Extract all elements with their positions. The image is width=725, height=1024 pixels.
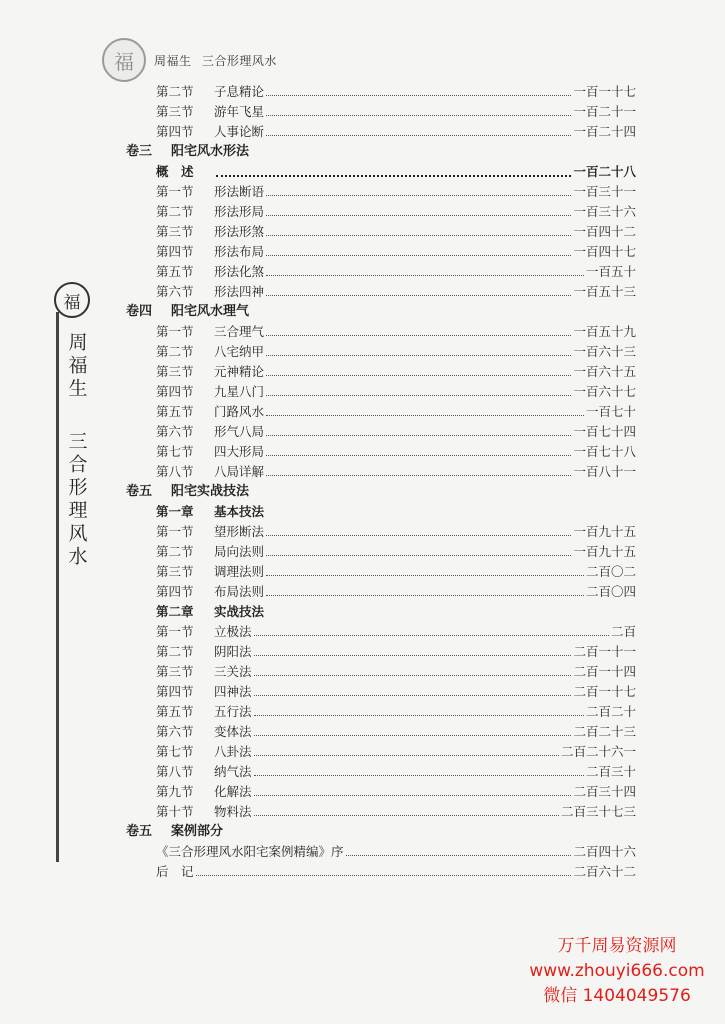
leader-dots xyxy=(266,114,571,116)
leader-dots xyxy=(254,654,572,656)
entry-title: 五行法 xyxy=(214,704,252,719)
entry-section: 第五节 xyxy=(156,404,194,419)
entry-page: 二百 xyxy=(610,624,636,639)
entry-page: 二百三十七三 xyxy=(560,804,636,819)
entry-title: 八卦法 xyxy=(214,744,252,759)
leader-dots xyxy=(254,814,559,816)
entry-section: 第四节 xyxy=(156,384,194,399)
entry-page: 一百五十九 xyxy=(573,324,636,339)
toc-entry xyxy=(126,322,636,342)
entry-section: 第三节 xyxy=(156,364,194,379)
toc-volume-heading xyxy=(126,142,636,162)
entry-section: 概 述 xyxy=(156,164,194,179)
toc-entry xyxy=(126,662,636,682)
leader-dots xyxy=(266,134,571,136)
entry-page: 二百一十七 xyxy=(573,684,636,699)
entry-page: 二百〇二 xyxy=(585,564,636,579)
leader-dots xyxy=(266,454,571,456)
toc-chapter-heading xyxy=(126,502,636,522)
side-vertical-rule xyxy=(56,312,59,862)
entry-section: 第三节 xyxy=(156,104,194,119)
header-author: 周福生 xyxy=(154,53,192,68)
entry-section: 第六节 xyxy=(156,724,194,739)
entry-section: 第八节 xyxy=(156,464,194,479)
entry-section: 第五节 xyxy=(156,704,194,719)
entry-title: 布局法则 xyxy=(214,584,265,599)
entry-page: 二百三十 xyxy=(585,764,636,779)
entry-section: 第一节 xyxy=(156,624,194,639)
entry-title: 八宅纳甲 xyxy=(214,344,265,359)
toc-entry xyxy=(126,262,636,282)
leader-dots xyxy=(254,734,572,736)
leader-dots xyxy=(266,274,584,276)
entry-page: 一百七十四 xyxy=(573,424,636,439)
leader-dots xyxy=(266,214,571,216)
leader-dots xyxy=(266,194,571,196)
watermark-site-name: 万千周易资源网 xyxy=(557,936,677,956)
leader-dots xyxy=(266,354,571,356)
entry-title: 调理法则 xyxy=(214,564,265,579)
entry-page: 一百七十 xyxy=(585,404,636,419)
toc-entry xyxy=(126,842,636,862)
toc-entry xyxy=(126,802,636,822)
side-author: 周福生 xyxy=(65,332,88,401)
toc-entry xyxy=(126,102,636,122)
entry-section: 第四节 xyxy=(156,244,194,259)
watermark xyxy=(517,934,717,1009)
page-header xyxy=(102,38,283,82)
entry-page: 二百一十一 xyxy=(573,644,636,659)
entry-page: 一百八十一 xyxy=(573,464,636,479)
entry-section: 第三节 xyxy=(156,224,194,239)
entry-section: 第二节 xyxy=(156,644,194,659)
entry-section: 第一节 xyxy=(156,184,194,199)
entry-title: 纳气法 xyxy=(214,764,252,779)
leader-dots xyxy=(254,774,584,776)
entry-section: 第二节 xyxy=(156,344,194,359)
toc-entry xyxy=(126,722,636,742)
entry-section: 第四节 xyxy=(156,584,194,599)
toc-entry xyxy=(126,222,636,242)
entry-title: 九星八门 xyxy=(214,384,265,399)
entry-title: 四大形局 xyxy=(214,444,265,459)
toc-entry xyxy=(126,622,636,642)
entry-page: 二百六十二 xyxy=(573,864,636,879)
chapter-number: 第一章 xyxy=(156,504,194,519)
entry-page: 一百五十三 xyxy=(573,284,636,299)
entry-page: 二百四十六 xyxy=(573,844,636,859)
toc-chapter-heading xyxy=(126,602,636,622)
toc-entry xyxy=(126,242,636,262)
entry-section: 第七节 xyxy=(156,744,194,759)
entry-page: 一百五十 xyxy=(585,264,636,279)
entry-section: 第六节 xyxy=(156,424,194,439)
entry-page: 二百二十三 xyxy=(573,724,636,739)
entry-section: 第七节 xyxy=(156,444,194,459)
entry-title: 三关法 xyxy=(214,664,252,679)
entry-title: 阴阳法 xyxy=(214,644,252,659)
entry-section: 第十节 xyxy=(156,804,194,819)
leader-dots xyxy=(254,714,584,716)
entry-section: 第四节 xyxy=(156,684,194,699)
entry-title: 局向法则 xyxy=(214,544,265,559)
entry-title: 元神精论 xyxy=(214,364,265,379)
toc-entry xyxy=(126,642,636,662)
entry-title: 立极法 xyxy=(214,624,252,639)
running-title xyxy=(154,52,283,69)
leader-dots xyxy=(254,674,572,676)
entry-title: 八局详解 xyxy=(214,464,265,479)
leader-dots xyxy=(346,854,572,856)
entry-title: 望形断法 xyxy=(214,524,265,539)
entry-section: 第一节 xyxy=(156,524,194,539)
entry-page: 一百九十五 xyxy=(573,544,636,559)
entry-section: 第五节 xyxy=(156,264,194,279)
toc-entry xyxy=(126,702,636,722)
entry-page: 一百九十五 xyxy=(573,524,636,539)
toc-entry xyxy=(126,342,636,362)
volume-title: 阳宅风水理气 xyxy=(171,304,250,319)
toc-entry xyxy=(126,522,636,542)
fu-seal-logo: 福 xyxy=(102,38,146,82)
leader-dots xyxy=(266,394,571,396)
entry-title: 形法形煞 xyxy=(214,224,265,239)
entry-page: 一百二十一 xyxy=(573,104,636,119)
side-book-title: 三合形理风水 xyxy=(65,431,88,569)
entry-page: 一百三十一 xyxy=(573,184,636,199)
entry-section: 第九节 xyxy=(156,784,194,799)
entry-page: 一百一十七 xyxy=(573,84,636,99)
entry-title: 形法形局 xyxy=(214,204,265,219)
leader-dots xyxy=(266,554,571,556)
toc-entry xyxy=(126,562,636,582)
entry-title: 形法化煞 xyxy=(214,264,265,279)
entry-title: 形法断语 xyxy=(214,184,265,199)
leader-dots xyxy=(196,874,572,876)
leader-dots xyxy=(266,414,584,416)
entry-title: 后 记 xyxy=(156,864,194,879)
entry-section: 第二节 xyxy=(156,84,194,99)
entry-section: 第一节 xyxy=(156,324,194,339)
leader-dots xyxy=(254,794,572,796)
leader-dots xyxy=(266,434,571,436)
toc-entry xyxy=(126,362,636,382)
leader-dots xyxy=(266,474,571,476)
chapter-title: 实战技法 xyxy=(214,604,265,619)
entry-page: 一百六十七 xyxy=(573,384,636,399)
entry-title: 子息精论 xyxy=(214,84,265,99)
entry-title: 变体法 xyxy=(214,724,252,739)
leader-dots xyxy=(266,374,571,376)
toc-entry xyxy=(126,862,636,882)
leader-dots xyxy=(266,574,584,576)
toc-entry xyxy=(126,402,636,422)
entry-section: 第六节 xyxy=(156,284,194,299)
leader-dots xyxy=(266,334,571,336)
side-fu-seal: 福 xyxy=(54,282,90,318)
toc-entry xyxy=(126,202,636,222)
entry-section: 第八节 xyxy=(156,764,194,779)
entry-page: 一百二十四 xyxy=(573,124,636,139)
entry-page: 一百六十三 xyxy=(573,344,636,359)
leader-dots xyxy=(254,634,609,636)
toc-entry xyxy=(126,122,636,142)
toc-volume-heading xyxy=(126,822,636,842)
volume-number: 卷五 xyxy=(126,484,153,499)
leader-dots xyxy=(266,94,571,96)
toc-entry xyxy=(126,182,636,202)
volume-title: 阳宅风水形法 xyxy=(171,144,250,159)
toc-entry xyxy=(126,742,636,762)
entry-title: 形法四神 xyxy=(214,284,265,299)
volume-title: 案例部分 xyxy=(171,824,224,839)
leader-dots xyxy=(254,754,559,756)
entry-page: 一百七十八 xyxy=(573,444,636,459)
toc-entry xyxy=(126,442,636,462)
entry-title: 游年飞星 xyxy=(214,104,265,119)
toc-entry-overview xyxy=(126,162,636,182)
entry-page: 二百三十四 xyxy=(573,784,636,799)
toc-entry xyxy=(126,582,636,602)
volume-title: 阳宅实战技法 xyxy=(171,484,250,499)
volume-number: 卷三 xyxy=(126,144,153,159)
table-of-contents xyxy=(126,82,636,882)
toc-entry xyxy=(126,382,636,402)
entry-page: 二百二十 xyxy=(585,704,636,719)
entry-title: 形气八局 xyxy=(214,424,265,439)
toc-entry xyxy=(126,782,636,802)
header-book-title: 三合形理风水 xyxy=(201,53,277,68)
entry-page: 二百一十四 xyxy=(573,664,636,679)
toc-volume-heading xyxy=(126,482,636,502)
entry-title: 形法布局 xyxy=(214,244,265,259)
leader-dots xyxy=(266,234,571,236)
toc-entry xyxy=(126,762,636,782)
entry-page: 一百二十八 xyxy=(573,164,636,179)
entry-title: 化解法 xyxy=(214,784,252,799)
leader-dots xyxy=(266,254,571,256)
entry-page: 一百三十六 xyxy=(573,204,636,219)
entry-title: 门路风水 xyxy=(214,404,265,419)
leader-dots xyxy=(216,174,571,177)
entry-section: 第三节 xyxy=(156,664,194,679)
entry-title: 人事论断 xyxy=(214,124,265,139)
chapter-title: 基本技法 xyxy=(214,504,265,519)
leader-dots xyxy=(254,694,572,696)
entry-section: 第四节 xyxy=(156,124,194,139)
entry-section: 第二节 xyxy=(156,544,194,559)
entry-page: 一百六十五 xyxy=(573,364,636,379)
toc-entry xyxy=(126,542,636,562)
toc-entry xyxy=(126,422,636,442)
toc-entry xyxy=(126,462,636,482)
toc-entry xyxy=(126,682,636,702)
entry-section: 第二节 xyxy=(156,204,194,219)
entry-page: 二百〇四 xyxy=(585,584,636,599)
toc-entry xyxy=(126,282,636,302)
entry-page: 一百四十二 xyxy=(573,224,636,239)
entry-title: 《三合形理风水阳宅案例精编》序 xyxy=(156,844,344,859)
toc-entry xyxy=(126,82,636,102)
volume-number: 卷四 xyxy=(126,304,153,319)
watermark-wechat: 微信 1404049576 xyxy=(543,986,691,1006)
toc-volume-heading xyxy=(126,302,636,322)
entry-title: 四神法 xyxy=(214,684,252,699)
volume-number: 卷五 xyxy=(126,824,153,839)
entry-page: 二百二十六一 xyxy=(560,744,636,759)
leader-dots xyxy=(266,534,571,536)
entry-page: 一百四十七 xyxy=(573,244,636,259)
leader-dots xyxy=(266,294,571,296)
entry-section: 第三节 xyxy=(156,564,194,579)
chapter-number: 第二章 xyxy=(156,604,194,619)
leader-dots xyxy=(266,594,584,596)
entry-title: 物料法 xyxy=(214,804,252,819)
entry-title: 三合理气 xyxy=(214,324,265,339)
watermark-url: www.zhouyi666.com xyxy=(529,961,705,981)
side-title-strip xyxy=(52,282,92,569)
